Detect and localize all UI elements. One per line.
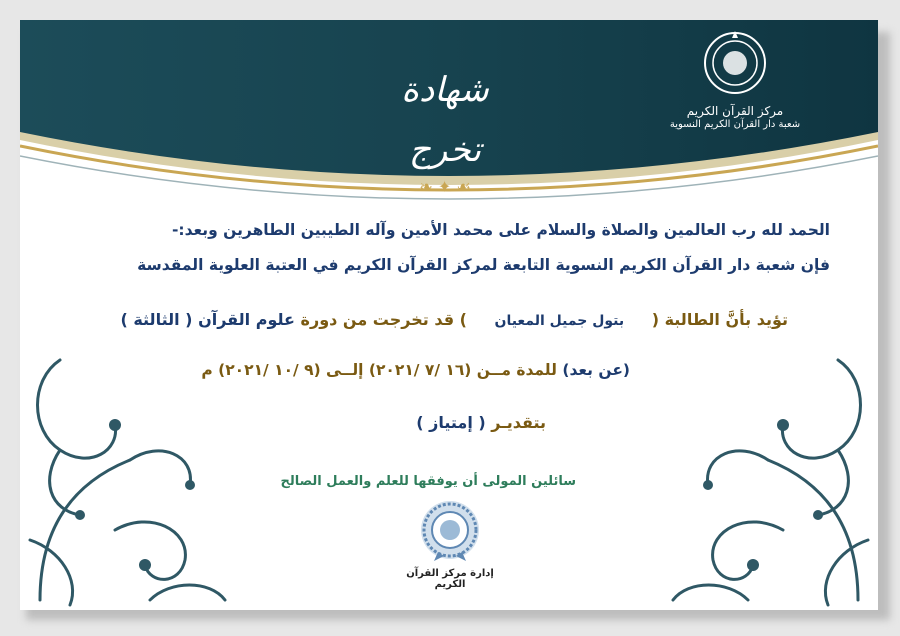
study-mode: (عن بعد) [562, 361, 630, 379]
student-line [120, 310, 788, 329]
logo-branch-name: شعبة دار القرآن الكريم النسوية [669, 119, 801, 130]
stamp-seal-icon [418, 498, 482, 562]
duration-line [201, 361, 630, 379]
seal-logo-icon [700, 28, 770, 98]
course-name: علوم القرآن [198, 310, 295, 329]
grade-line [416, 413, 546, 432]
duration-period: للمدة مــن (١٦ /٧ /٢٠٢١) إلــى (٩ /١٠ /٢٠٢١) م [201, 361, 557, 379]
course-level: ( الثالثة ) [120, 310, 193, 329]
title-text: شهادة تخرج [401, 70, 489, 170]
center-logo [660, 28, 810, 148]
student-name: بتول جميل المعيان [494, 313, 625, 329]
student-line-prefix: تؤيد بأنَّ الطالبة ( [651, 310, 788, 329]
left-ornament [20, 340, 230, 610]
stamp [395, 498, 505, 608]
stamp-caption: إدارة مركز القرآن الكريم [406, 568, 494, 590]
certificate-title [365, 60, 525, 196]
closing-line: سائلين المولى أن يوفقها للعلم والعمل الصالح [280, 474, 576, 489]
opening-line: الحمد لله رب العالمين والصلاة والسلام على محمد الأمين وآله الطيبين الطاهرين وبعد:- [171, 221, 830, 239]
student-line-middle: ) قد تخرجت من دورة [300, 310, 467, 329]
grade-value: ( إمتياز ) [416, 413, 486, 432]
certificate-page [20, 20, 878, 610]
right-ornament [668, 340, 878, 610]
branch-line: فإن شعبة دار القرآن الكريم النسوية التابعة لمركز القرآن الكريم في العتبة العلوية المقدسة [137, 256, 830, 274]
logo-center-name: مركز القرآن الكريم [686, 104, 784, 118]
title-ornament-icon: ❧ ✦ ☙ [419, 177, 471, 196]
grade-label: بتقديـر [491, 413, 546, 432]
